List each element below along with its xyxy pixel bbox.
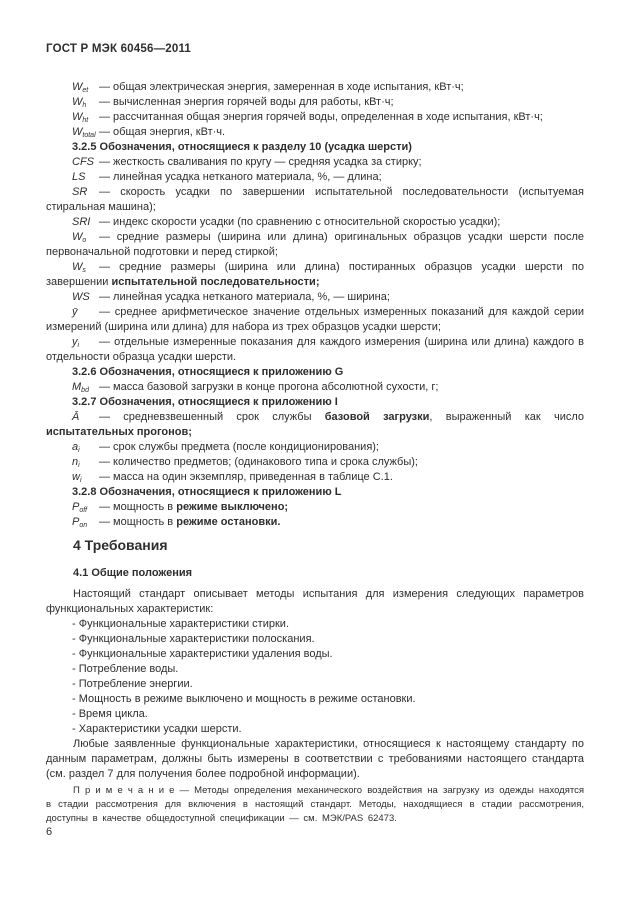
definition-item — [46, 80, 584, 95]
definition-text: — вычисленная энергия горячей воды для работы, кВт·ч; — [99, 96, 394, 108]
chapter-title: 4 Требования — [73, 537, 168, 553]
definition-text: — мощность в — [99, 501, 177, 513]
definition-item — [46, 305, 584, 335]
definition-text: — рассчитанная общая энергия горячей воды, определенная в ходе испытания, кВт·ч; — [99, 111, 543, 123]
definition-text: — мощность в — [99, 516, 177, 528]
body-paragraph: Любые заявленные функциональные характеристики, относящиеся к настоящему стандарту по данным параметрам, должны быть измерены в соответствии с требованиями настоящего стандарта (см. раздел 7 для получения более подробной информации). — [46, 738, 584, 780]
page-content — [46, 42, 584, 826]
definition-item — [46, 95, 584, 110]
symbol: ȳ — [72, 306, 78, 318]
definition-text-bold: режиме выключено; — [176, 501, 289, 513]
definition-text: — средние размеры (ширина или длина) постиранных образцов усадки шерсти по завершении — [46, 261, 584, 288]
section-heading: 3.2.5 Обозначения, относящиеся к разделу 10 (усадка шерсти) — [72, 141, 412, 153]
symbol: SRI — [72, 216, 91, 228]
definition-text: — срок службы предмета (после кондиционирования); — [99, 441, 379, 453]
definition-text: — средние размеры (ширина или длина) оригинальных образцов усадки шерсти после первоначальной подготовки и перед стиркой; — [46, 231, 584, 258]
feature-list-item: - Потребление воды. — [72, 663, 179, 675]
definition-text-bold: базовой загрузки — [324, 411, 430, 423]
definition-item — [46, 125, 584, 140]
definition-text-bold: испытательной последовательности; — [111, 276, 320, 288]
definition-item — [46, 335, 584, 365]
feature-list-item: - Функциональные характеристики удаления воды. — [72, 648, 333, 660]
definition-text: — количество предметов; (одинакового типа и срока службы); — [99, 456, 418, 468]
definition-item — [46, 470, 584, 485]
page-header: ГОСТ Р МЭК 60456—2011 — [46, 43, 192, 55]
definition-text: — скорость усадки по завершении испытательной последовательности (испытуемая стиральная машина); — [46, 186, 584, 213]
symbol: $W_{et}$ — [72, 81, 89, 94]
definition-item — [46, 440, 584, 455]
symbol: CFS — [72, 156, 94, 168]
definitions-flow — [46, 80, 584, 530]
symbol: $w_i$ — [72, 471, 82, 484]
feature-list-item: - Функциональные характеристики полоскания. — [72, 633, 315, 645]
intro-paragraph: Настоящий стандарт описывает методы испытания для измерения следующих параметров функциональных характеристик: — [46, 588, 584, 615]
definition-text: — общая энергия, кВт·ч. — [99, 126, 226, 138]
section-heading: 3.2.7 Обозначения, относящиеся к приложению I — [72, 396, 338, 408]
definition-text: — линейная усадка нетканого материала, %, — длина; — [99, 171, 382, 183]
feature-list-item: - Характеристики усадки шерсти. — [72, 723, 242, 735]
symbol: $y_i$ — [72, 336, 80, 349]
definition-text: — масса базовой загрузки в конце прогона абсолютной сухости, г; — [99, 381, 439, 393]
definition-text: — средневзвешенный срок службы — [99, 411, 325, 423]
definition-item — [46, 215, 584, 230]
definition-item — [46, 290, 584, 305]
symbol: $W_{total}$ — [72, 126, 96, 139]
section-heading: 3.2.8 Обозначения, относящиеся к приложению L — [72, 486, 342, 498]
definition-text-bold: испытательных прогонов; — [46, 426, 192, 438]
subsection-title: 4.1 Общие положения — [73, 567, 193, 579]
definition-item — [46, 230, 584, 260]
feature-list-item: - Время цикла. — [72, 708, 148, 720]
feature-list-item: - Мощность в режиме выключено и мощность в режиме остановки. — [72, 693, 416, 705]
symbol: $P_{off}$ — [72, 501, 88, 514]
definition-item — [46, 380, 584, 395]
definition-text: — общая электрическая энергия, замеренная в ходе испытания, кВт·ч; — [99, 81, 464, 93]
definition-text: , выраженный как число — [429, 411, 585, 423]
symbol: WS — [72, 291, 90, 303]
definition-text: — линейная усадка нетканого материала, %, — ширина; — [99, 291, 390, 303]
symbol: LS — [72, 171, 86, 183]
feature-list — [46, 617, 584, 737]
definition-item — [46, 170, 584, 185]
definition-text: — индекс скорости усадки (по сравнению с относительной скоростью усадки); — [99, 216, 501, 228]
definition-item — [46, 515, 584, 530]
definition-item — [46, 155, 584, 170]
definition-item — [46, 500, 584, 515]
symbol: $a_i$ — [72, 441, 80, 454]
feature-list-item: - Потребление энергии. — [72, 678, 193, 690]
symbol: $W_h$ — [72, 96, 87, 109]
page-number: 6 — [46, 826, 53, 838]
symbol: $n_i$ — [72, 456, 80, 469]
feature-list-item: - Функциональные характеристики стирки. — [72, 618, 289, 630]
definition-text: — масса на один экземпляр, приведенная в таблице С.1. — [99, 471, 393, 483]
symbol: $P_{on}$ — [72, 516, 88, 529]
definition-text: — жесткость сваливания по кругу — средняя усадка за стирку; — [99, 156, 422, 168]
definition-item — [46, 185, 584, 215]
section-heading: 3.2.6 Обозначения, относящиеся к приложению G — [72, 366, 344, 378]
note-paragraph: П р и м е ч а н и е — Методы определения механического воздействия на загрузку из одежды находятся в стадии рассмотрения для включения в настоящий стандарт. Методы, находящиеся в стадии рассмотрения, доступны в качестве общедоступной спецификации — см. МЭК/PAS 62473. — [46, 785, 584, 824]
symbol: $W_{ht}$ — [72, 111, 89, 124]
definition-item — [46, 410, 584, 440]
symbol: Ā — [72, 411, 80, 423]
definition-item — [46, 110, 584, 125]
symbol: $W_s$ — [72, 261, 86, 274]
symbol: $W_o$ — [72, 231, 87, 244]
symbol: $M_{bd}$ — [72, 381, 89, 394]
definition-text-bold: режиме остановки. — [176, 516, 281, 528]
symbol: SR — [72, 186, 88, 198]
definition-text: — среднее арифметическое значение отдельных измеренных показаний для каждой серии измерений (ширина или длина) для набора из трех образцов усадки шерсти; — [46, 306, 584, 333]
definition-item — [46, 455, 584, 470]
definition-text: — отдельные измеренные показания для каждого измерения (ширина или длина) каждого в отдельности образца усадки шерсти. — [46, 336, 584, 363]
definition-item — [46, 260, 584, 290]
